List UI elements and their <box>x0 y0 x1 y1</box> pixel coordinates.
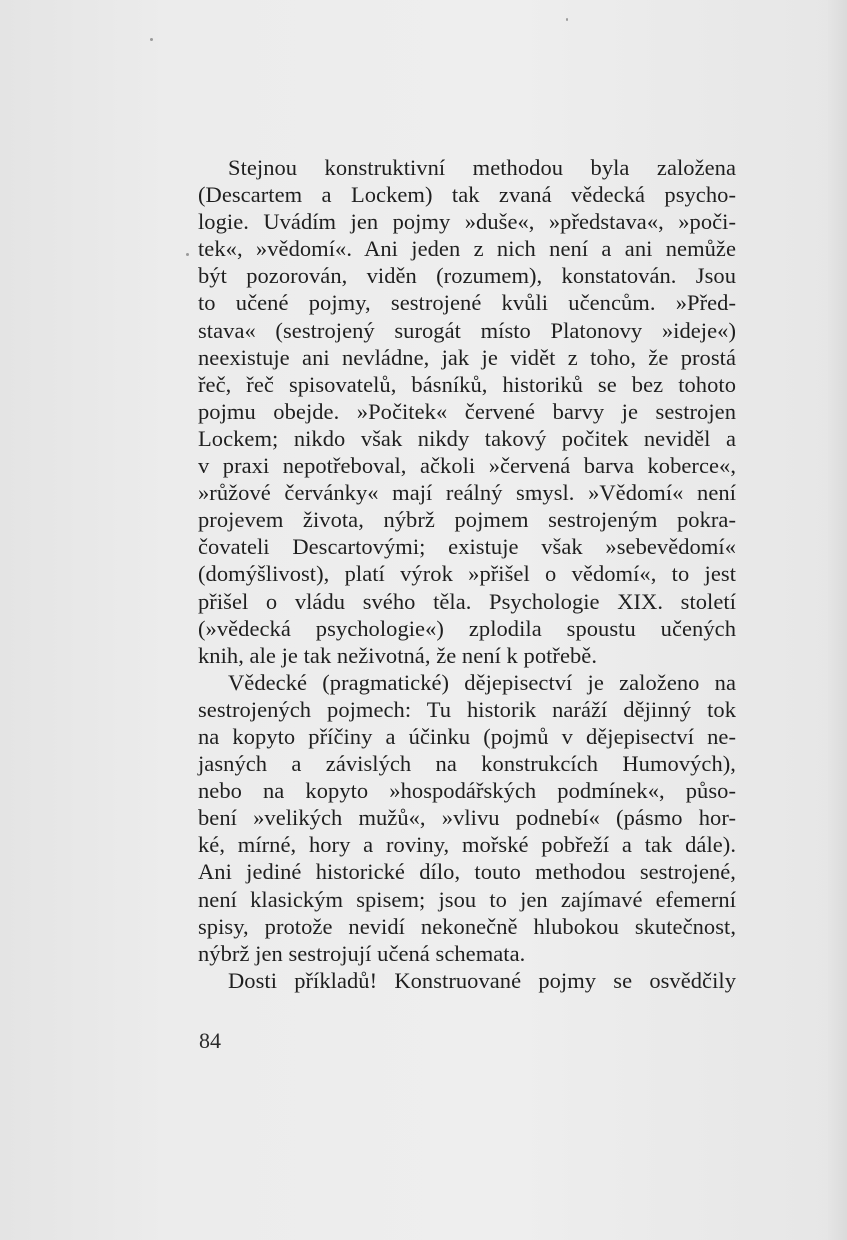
text-line: v praxi nepotřeboval, ačkoli »červená barva koberce«, <box>198 453 736 479</box>
text-line: není klasickým spisem; jsou to jen zajímavé efemerní <box>198 886 736 912</box>
text-line: neexistuje ani nevládne, jak je vidět z toho, že prostá <box>198 344 736 370</box>
page-fold-shadow <box>825 0 847 1240</box>
paper-speck <box>150 38 153 41</box>
text-line: tek«, »vědomí«. Ani jeden z nich není a ani nemůže <box>198 236 736 262</box>
paper-speck <box>186 253 189 256</box>
text-line: »růžové červánky« mají reálný smysl. »Vědomí« není <box>198 480 736 506</box>
text-line: Dosti příkladů! Konstruované pojmy se osvědčily <box>228 967 736 993</box>
text-line: (»vědecká psychologie«) zplodila spoustu učených <box>198 615 736 641</box>
paper-speck <box>566 18 568 21</box>
text-line: logie. Uvádím jen pojmy »duše«, »představa«, »poči- <box>198 209 736 235</box>
text-line: jasných a závislých na konstrukcích Humových), <box>198 751 736 777</box>
text-line: pojmu obejde. »Počitek« červené barvy je sestrojen <box>198 398 736 424</box>
text-line: (Descartem a Lockem) tak zvaná vědecká psycho- <box>198 182 736 208</box>
text-line: ké, mírné, hory a roviny, mořské pobřeží a tak dále). <box>198 832 736 858</box>
text-line: být pozorován, viděn (rozumem), konstatován. Jsou <box>198 263 736 289</box>
text-line: knih, ale je tak neživotná, že není k potřebě. <box>198 642 598 668</box>
text-line: nýbrž jen sestrojují učená schemata. <box>198 940 526 966</box>
text-line: stava« (sestrojený surogát místo Platonovy »ideje«) <box>198 317 736 343</box>
text-line: bení »velikých mužů«, »vlivu podnebí« (pásmo hor- <box>198 805 736 831</box>
text-line: Vědecké (pragmatické) dějepisectví je založeno na <box>228 669 736 695</box>
text-line: Lockem; nikdo však nikdy takový počitek neviděl a <box>198 425 736 451</box>
text-line: spisy, protože nevidí nekonečně hlubokou skutečnost, <box>198 913 736 939</box>
text-line: nebo na kopyto »hospodářských podmínek«, půso- <box>198 778 736 804</box>
text-line: to učené pojmy, sestrojené kvůli učencům. »Před- <box>198 290 736 316</box>
text-line: Ani jediné historické dílo, touto methodou sestrojené, <box>198 859 736 885</box>
body-text <box>198 154 736 994</box>
text-line: sestrojených pojmech: Tu historik naráží dějinný tok <box>198 696 736 722</box>
page-number: 84 <box>199 1028 221 1053</box>
text-line: čovateli Descartovými; existuje však »sebevědomí« <box>198 534 736 560</box>
text-line: řeč, řeč spisovatelů, básníků, historiků se bez tohoto <box>198 371 736 397</box>
text-line: projevem života, nýbrž pojmem sestrojeným pokra- <box>198 507 736 533</box>
text-line: (domýšlivost), platí výrok »přišel o vědomí«, to jest <box>198 561 736 587</box>
text-line: přišel o vládu svého těla. Psychologie XIX. století <box>198 588 736 614</box>
text-line: na kopyto příčiny a účinku (pojmů v dějepisectví ne- <box>198 723 736 749</box>
text-line: Stejnou konstruktivní methodou byla založena <box>228 155 736 180</box>
